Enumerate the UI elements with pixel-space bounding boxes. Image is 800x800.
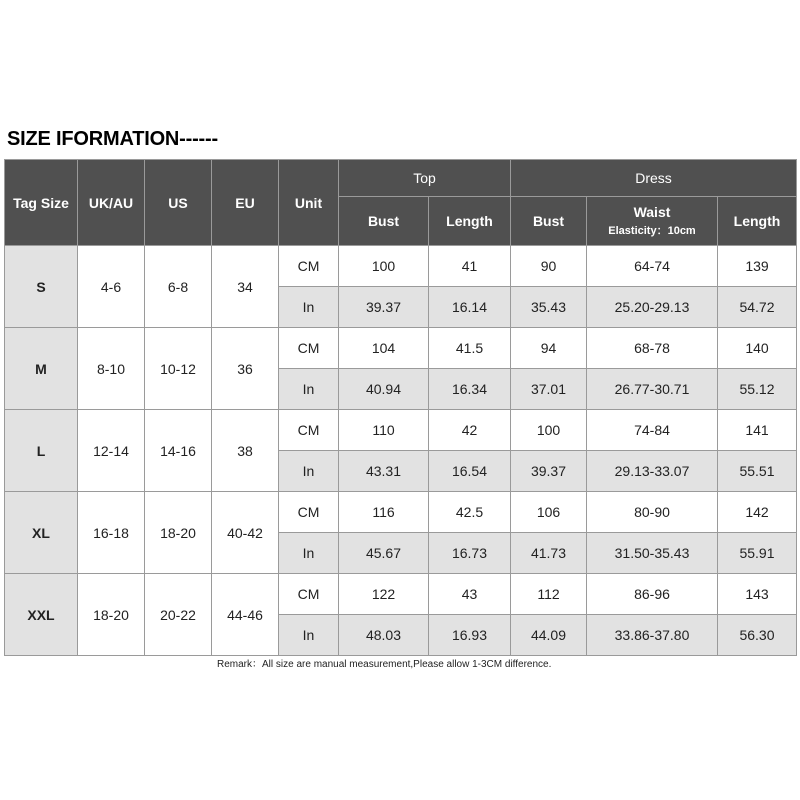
dress-bust-in-cell: 44.09 [511,615,587,656]
tag-size-cell: S [5,246,78,328]
dress-waist-in-cell: 26.77-30.71 [587,369,718,410]
tag-size-cell: M [5,328,78,410]
unit-cell: CM [279,410,339,451]
header-us: US [145,160,212,246]
header-dress-bust: Bust [511,197,587,246]
top-length-in-cell: 16.93 [429,615,511,656]
top-bust-cm-cell: 110 [339,410,429,451]
remark-note: Remark：All size are manual measurement,Please allow 1-3CM difference. [217,659,552,670]
header-dress-waist-label: Waist [633,204,671,220]
top-bust-in-cell: 40.94 [339,369,429,410]
header-dress-length: Length [718,197,797,246]
unit-cell: CM [279,246,339,287]
page-title: SIZE IFORMATION------ [7,128,218,150]
dress-bust-cm-cell: 94 [511,328,587,369]
eu-cell: 40-42 [212,492,279,574]
header-eu: EU [212,160,279,246]
tag-size-cell: L [5,410,78,492]
top-bust-in-cell: 48.03 [339,615,429,656]
dress-bust-cm-cell: 106 [511,492,587,533]
uk-au-cell: 16-18 [78,492,145,574]
dress-length-in-cell: 56.30 [718,615,797,656]
top-bust-cm-cell: 104 [339,328,429,369]
eu-cell: 34 [212,246,279,328]
dress-waist-cm-cell: 74-84 [587,410,718,451]
top-length-cm-cell: 41.5 [429,328,511,369]
top-length-in-cell: 16.14 [429,287,511,328]
table-row [5,328,797,369]
us-cell: 14-16 [145,410,212,492]
header-group-dress: Dress [511,160,797,197]
uk-au-cell: 18-20 [78,574,145,656]
top-bust-in-cell: 45.67 [339,533,429,574]
eu-cell: 38 [212,410,279,492]
dress-length-cm-cell: 140 [718,328,797,369]
header-top-length: Length [429,197,511,246]
header-tag-size: Tag Size [5,160,78,246]
top-bust-in-cell: 39.37 [339,287,429,328]
dress-waist-in-cell: 25.20-29.13 [587,287,718,328]
dress-waist-in-cell: 29.13-33.07 [587,451,718,492]
us-cell: 6-8 [145,246,212,328]
top-length-cm-cell: 41 [429,246,511,287]
tag-size-cell: XXL [5,574,78,656]
dress-bust-in-cell: 41.73 [511,533,587,574]
dress-length-in-cell: 54.72 [718,287,797,328]
unit-cell: In [279,451,339,492]
unit-cell: CM [279,492,339,533]
header-group-top: Top [339,160,511,197]
top-bust-cm-cell: 122 [339,574,429,615]
dress-length-cm-cell: 143 [718,574,797,615]
header-unit: Unit [279,160,339,246]
dress-bust-cm-cell: 112 [511,574,587,615]
top-bust-in-cell: 43.31 [339,451,429,492]
dress-waist-cm-cell: 86-96 [587,574,718,615]
table-row [5,246,797,287]
unit-cell: CM [279,574,339,615]
uk-au-cell: 8-10 [78,328,145,410]
eu-cell: 44-46 [212,574,279,656]
dress-bust-cm-cell: 100 [511,410,587,451]
top-length-in-cell: 16.54 [429,451,511,492]
table-row [5,410,797,451]
top-length-cm-cell: 43 [429,574,511,615]
dress-length-in-cell: 55.51 [718,451,797,492]
us-cell: 20-22 [145,574,212,656]
dress-bust-in-cell: 35.43 [511,287,587,328]
top-length-in-cell: 16.73 [429,533,511,574]
header-top-bust: Bust [339,197,429,246]
unit-cell: In [279,533,339,574]
uk-au-cell: 12-14 [78,410,145,492]
dress-length-in-cell: 55.91 [718,533,797,574]
tag-size-cell: XL [5,492,78,574]
dress-waist-in-cell: 31.50-35.43 [587,533,718,574]
top-bust-cm-cell: 100 [339,246,429,287]
size-chart-table [4,159,797,656]
unit-cell: In [279,287,339,328]
dress-waist-in-cell: 33.86-37.80 [587,615,718,656]
dress-length-cm-cell: 142 [718,492,797,533]
size-table-body [5,246,797,656]
header-uk-au: UK/AU [78,160,145,246]
dress-length-in-cell: 55.12 [718,369,797,410]
unit-cell: In [279,615,339,656]
unit-cell: CM [279,328,339,369]
us-cell: 10-12 [145,328,212,410]
top-bust-cm-cell: 116 [339,492,429,533]
dress-waist-cm-cell: 68-78 [587,328,718,369]
top-length-in-cell: 16.34 [429,369,511,410]
us-cell: 18-20 [145,492,212,574]
uk-au-cell: 4-6 [78,246,145,328]
top-length-cm-cell: 42 [429,410,511,451]
dress-length-cm-cell: 141 [718,410,797,451]
table-row [5,492,797,533]
dress-length-cm-cell: 139 [718,246,797,287]
dress-waist-cm-cell: 64-74 [587,246,718,287]
unit-cell: In [279,369,339,410]
header-dress-waist-note: Elasticity：10cm [608,225,696,237]
dress-bust-in-cell: 39.37 [511,451,587,492]
dress-bust-in-cell: 37.01 [511,369,587,410]
dress-bust-cm-cell: 90 [511,246,587,287]
top-length-cm-cell: 42.5 [429,492,511,533]
table-row [5,574,797,615]
dress-waist-cm-cell: 80-90 [587,492,718,533]
header-dress-waist [587,197,718,246]
eu-cell: 36 [212,328,279,410]
